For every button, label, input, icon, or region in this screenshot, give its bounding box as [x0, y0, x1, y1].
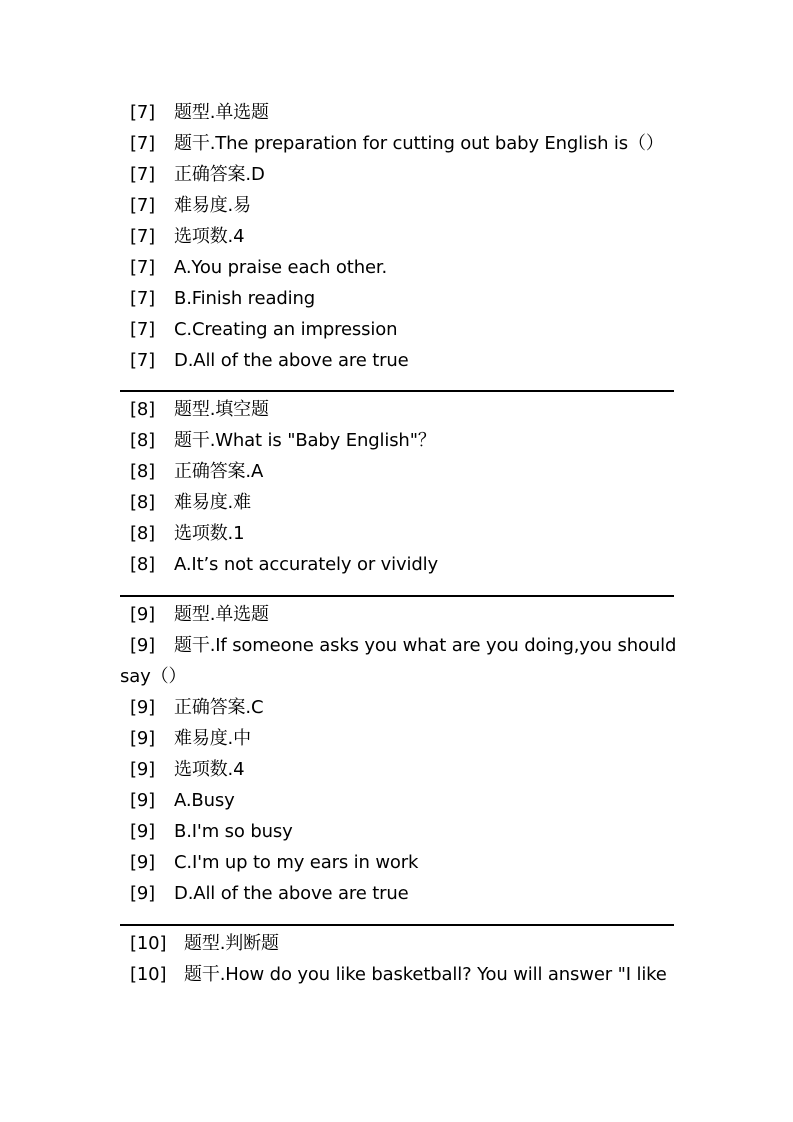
- question-number: [9]: [130, 821, 156, 842]
- option-d: D.All of the above are true: [174, 883, 409, 904]
- question-stem: 题干.What is "Baby English"？: [174, 430, 436, 451]
- option-c: C.Creating an impression: [174, 319, 398, 340]
- question-number: [7]: [130, 164, 156, 185]
- option-count: 选项数.4: [174, 226, 245, 247]
- question-stem-line: [120, 630, 680, 692]
- question-stem: 题干.How do you like basketball? You will answer "I like: [184, 964, 667, 985]
- question-number: [9]: [130, 790, 156, 811]
- option-line: [120, 283, 680, 314]
- question-number: [8]: [130, 554, 156, 575]
- question-type-line: [120, 97, 680, 128]
- question-number: [8]: [130, 523, 156, 544]
- option-c: C.I'm up to my ears in work: [174, 852, 419, 873]
- question-type: 题型.单选题: [174, 604, 269, 625]
- question-number: [7]: [130, 102, 156, 123]
- question-number: [9]: [130, 635, 156, 656]
- question-number: [7]: [130, 226, 156, 247]
- difficulty: 难易度.易: [174, 195, 251, 216]
- section-divider: [120, 390, 674, 392]
- difficulty: 难易度.中: [174, 728, 251, 749]
- question-type-line: [120, 599, 680, 630]
- option-line: [120, 847, 680, 878]
- question-number: [8]: [130, 461, 156, 482]
- question-number: [8]: [130, 399, 156, 420]
- question-block-8: [120, 394, 680, 580]
- option-count: 选项数.4: [174, 759, 245, 780]
- question-stem: 题干.The preparation for cutting out baby English is（）: [174, 133, 664, 154]
- option-count-line: [120, 754, 680, 785]
- question-number: [9]: [130, 852, 156, 873]
- question-number: [9]: [130, 728, 156, 749]
- correct-answer: 正确答案.D: [174, 164, 265, 185]
- question-block-10: [120, 928, 680, 990]
- option-line: [120, 878, 680, 909]
- question-number: [8]: [130, 430, 156, 451]
- option-count-line: [120, 518, 680, 549]
- correct-answer: 正确答案.A: [174, 461, 264, 482]
- correct-answer-line: [120, 692, 680, 723]
- section-divider: [120, 595, 674, 597]
- question-type-line: [120, 928, 680, 959]
- question-number: [7]: [130, 257, 156, 278]
- option-d: D.All of the above are true: [174, 350, 409, 371]
- question-type-line: [120, 394, 680, 425]
- question-stem-line: [120, 128, 680, 159]
- option-a: A.It’s not accurately or vividly: [174, 554, 438, 575]
- question-type: 题型.单选题: [174, 102, 269, 123]
- option-line: [120, 252, 680, 283]
- question-number: [7]: [130, 350, 156, 371]
- question-number: [10]: [130, 933, 167, 954]
- question-number: [9]: [130, 883, 156, 904]
- question-stem-line: [120, 425, 680, 456]
- question-number: [7]: [130, 133, 156, 154]
- question-type: 题型.判断题: [184, 933, 279, 954]
- option-count: 选项数.1: [174, 523, 245, 544]
- document-page: [120, 97, 680, 990]
- correct-answer-line: [120, 159, 680, 190]
- question-number: [9]: [130, 604, 156, 625]
- option-line: [120, 345, 680, 376]
- option-count-line: [120, 221, 680, 252]
- question-stem: 题干.If someone asks you what are you doing,you should: [174, 635, 677, 656]
- question-number: [7]: [130, 195, 156, 216]
- question-number: [10]: [130, 964, 167, 985]
- question-stem-continuation: say（）: [120, 666, 187, 687]
- correct-answer-line: [120, 456, 680, 487]
- option-a: A.You praise each other.: [174, 257, 388, 278]
- option-b: B.I'm so busy: [174, 821, 293, 842]
- option-b: B.Finish reading: [174, 288, 316, 309]
- question-number: [7]: [130, 288, 156, 309]
- question-block-7: [120, 97, 680, 376]
- difficulty-line: [120, 723, 680, 754]
- question-stem-line: [120, 959, 680, 990]
- question-number: [9]: [130, 697, 156, 718]
- difficulty-line: [120, 190, 680, 221]
- option-line: [120, 816, 680, 847]
- option-line: [120, 314, 680, 345]
- question-type: 题型.填空题: [174, 399, 269, 420]
- option-line: [120, 549, 680, 580]
- difficulty: 难易度.难: [174, 492, 251, 513]
- difficulty-line: [120, 487, 680, 518]
- question-block-9: [120, 599, 680, 909]
- question-number: [7]: [130, 319, 156, 340]
- section-divider: [120, 924, 674, 926]
- correct-answer: 正确答案.C: [174, 697, 264, 718]
- option-a: A.Busy: [174, 790, 235, 811]
- question-number: [9]: [130, 759, 156, 780]
- option-line: [120, 785, 680, 816]
- question-number: [8]: [130, 492, 156, 513]
